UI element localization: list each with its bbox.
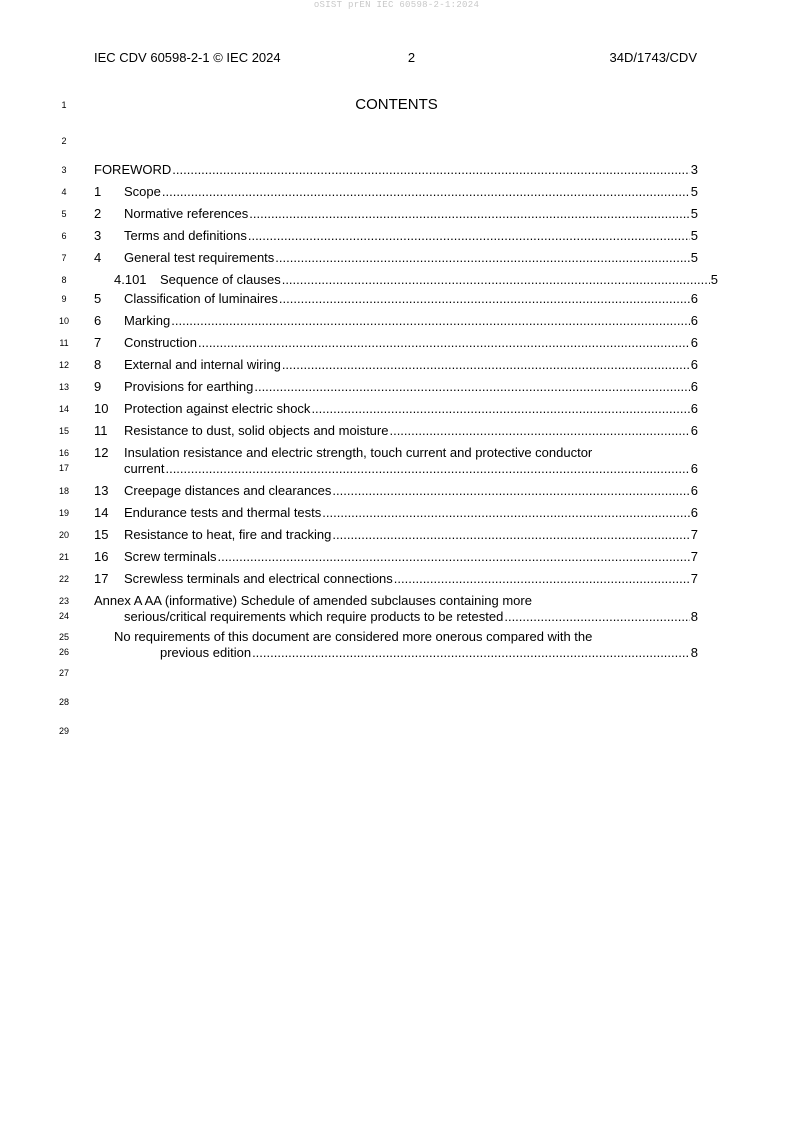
toc-clause-number: 8 [94, 357, 102, 372]
toc-entry-text: Screwless terminals and electrical connections [124, 571, 393, 586]
line-number: 28 [58, 697, 69, 707]
toc-entry-text: Terms and definitions [124, 228, 247, 243]
toc-entry[interactable] [94, 250, 698, 266]
watermark: oSIST prEN IEC 60598-2-1:2024 [313, 0, 480, 10]
toc-entry-multiline[interactable] [94, 445, 698, 477]
dot-leader [332, 527, 689, 543]
line-number: 11 [59, 338, 69, 348]
line-number: 20 [58, 530, 69, 540]
toc-page-number: 6 [690, 313, 698, 328]
toc-page-number: 7 [690, 549, 698, 564]
dot-leader [389, 423, 689, 439]
dot-leader [275, 250, 689, 266]
toc-page-number: 6 [690, 483, 698, 498]
line-number: 7 [61, 253, 67, 263]
toc-entry-note[interactable] [94, 629, 698, 661]
toc-note-continuation [94, 645, 698, 661]
page-title: CONTENTS [355, 96, 438, 113]
dot-leader [198, 335, 690, 351]
toc-clause-number: 13 [94, 483, 109, 498]
toc-clause-number: 5 [94, 291, 102, 306]
toc-entry-text: Insulation resistance and electric strength, touch current and protective conductor [124, 445, 593, 460]
toc-entry-text: Provisions for earthing [124, 379, 254, 394]
toc-entry-text: Normative references [124, 206, 249, 221]
dot-leader [282, 272, 710, 288]
toc-entry[interactable] [94, 357, 698, 373]
toc-entry-foreword[interactable] [94, 162, 698, 178]
line-number: 2 [61, 136, 67, 146]
toc-entry-text: Protection against electric shock [124, 401, 311, 416]
toc-page-number: 5 [690, 228, 698, 243]
dot-leader [252, 645, 690, 661]
line-number: 14 [58, 404, 69, 414]
dot-leader [165, 461, 689, 477]
toc-entry[interactable] [94, 505, 698, 521]
toc-entry[interactable] [94, 184, 698, 200]
toc-page-number: 6 [690, 335, 698, 350]
toc-page-number: 5 [690, 184, 698, 199]
toc-clause-number: 1 [94, 184, 102, 199]
toc-entry[interactable] [94, 483, 698, 499]
dot-leader [322, 505, 689, 521]
toc-entry-text: Classification of luminaires [124, 291, 278, 306]
dot-leader [171, 313, 690, 329]
toc-page-number: 5 [690, 250, 698, 265]
line-number: 6 [61, 231, 67, 241]
toc-page-number: 6 [690, 461, 698, 476]
line-number: 3 [61, 165, 67, 175]
toc-clause-number: 15 [94, 527, 109, 542]
toc-entry[interactable] [94, 291, 698, 307]
toc-entry-text: current [124, 461, 165, 476]
dot-leader [332, 483, 689, 499]
toc-entry[interactable] [94, 228, 698, 244]
toc-subentry[interactable] [94, 272, 718, 288]
toc-page-number: 5 [690, 206, 698, 221]
line-number: 10 [58, 316, 69, 326]
header-page-number: 2 [407, 50, 416, 65]
toc-entry[interactable] [94, 401, 698, 417]
toc-entry-text: General test requirements [124, 250, 275, 265]
toc-clause-number: 4 [94, 250, 102, 265]
dot-leader [282, 357, 690, 373]
header-document-id: IEC CDV 60598-2-1 © IEC 2024 [94, 50, 281, 65]
dot-leader [279, 291, 690, 307]
line-number: 29 [58, 726, 69, 736]
toc-entry-text: Construction [124, 335, 197, 350]
toc-annex-continuation [94, 609, 698, 625]
toc-page-number: 6 [690, 401, 698, 416]
dot-leader [162, 184, 690, 200]
toc-clause-number: 2 [94, 206, 102, 221]
toc-entry-text: Resistance to heat, fire and tracking [124, 527, 332, 542]
toc-entry-text: Screw terminals [124, 549, 217, 564]
line-number: 1 [61, 100, 67, 110]
toc-entry-text: Creepage distances and clearances [124, 483, 332, 498]
toc-page-number: 5 [710, 272, 718, 287]
toc-page-number: 3 [690, 162, 698, 177]
line-number: 22 [58, 574, 69, 584]
toc-page-number: 8 [690, 645, 698, 660]
line-number: 8 [61, 275, 67, 285]
dot-leader [217, 549, 689, 565]
line-number: 12 [58, 360, 69, 370]
toc-page-number: 6 [690, 379, 698, 394]
dot-leader [172, 162, 689, 178]
toc-page-number: 7 [690, 527, 698, 542]
toc-entry[interactable] [94, 423, 698, 439]
toc-clause-number: 12 [94, 445, 109, 460]
toc-entry[interactable] [94, 379, 698, 395]
dot-leader [248, 228, 690, 244]
line-number: 16 [58, 448, 69, 458]
toc-entry-text: FOREWORD [94, 162, 172, 177]
toc-entry-text: External and internal wiring [124, 357, 281, 372]
line-number: 15 [58, 426, 69, 436]
line-number: 4 [61, 187, 67, 197]
line-number: 13 [58, 382, 69, 392]
toc-entry-text: Endurance tests and thermal tests [124, 505, 322, 520]
toc-clause-number: 14 [94, 505, 109, 520]
toc-clause-number: 16 [94, 549, 109, 564]
toc-clause-number: 10 [94, 401, 109, 416]
line-number: 26 [58, 647, 69, 657]
line-number: 24 [58, 611, 69, 621]
toc-clause-number: 9 [94, 379, 102, 394]
header-reference: 34D/1743/CDV [609, 50, 697, 65]
toc-page-number: 7 [690, 571, 698, 586]
dot-leader [394, 571, 690, 587]
toc-page-number: 8 [690, 609, 698, 624]
toc-entry[interactable] [94, 549, 698, 565]
toc-entry[interactable] [94, 206, 698, 222]
line-number: 18 [58, 486, 69, 496]
dot-leader [249, 206, 689, 222]
toc-entry-annex[interactable] [94, 593, 698, 625]
line-number: 9 [61, 294, 67, 304]
line-number: 19 [58, 508, 69, 518]
dot-leader [311, 401, 689, 417]
dot-leader [504, 609, 689, 625]
toc-page-number: 6 [690, 357, 698, 372]
toc-entry-text: previous edition [160, 645, 252, 660]
toc-entry-text: Scope [124, 184, 161, 199]
toc-clause-number: 6 [94, 313, 102, 328]
toc-entry-continuation [94, 461, 698, 477]
line-number: 17 [58, 463, 69, 473]
toc-entry[interactable] [94, 527, 698, 543]
toc-entry-text: serious/critical requirements which require products to be retested [124, 609, 504, 624]
toc-note-first-line: No requirements of this document are considered more onerous compared with the [114, 629, 593, 644]
toc-entry-first-line [94, 445, 698, 461]
toc-entry[interactable] [94, 335, 698, 351]
toc-clause-number: 4.101 [114, 272, 147, 287]
toc-annex-first-line: Annex A AA (informative) Schedule of amended subclauses containing more [94, 593, 532, 608]
toc-page-number: 6 [690, 505, 698, 520]
toc-clause-number: 17 [94, 571, 109, 586]
dot-leader [254, 379, 689, 395]
line-number: 5 [61, 209, 67, 219]
line-number: 27 [58, 668, 69, 678]
toc-entry-text: Sequence of clauses [160, 272, 281, 287]
toc-page-number: 6 [690, 291, 698, 306]
toc-entry[interactable] [94, 571, 698, 587]
toc-clause-number: 7 [94, 335, 102, 350]
toc-clause-number: 11 [94, 423, 108, 438]
line-number: 23 [58, 596, 69, 606]
line-number: 21 [58, 552, 69, 562]
toc-page-number: 6 [690, 423, 698, 438]
toc-clause-number: 3 [94, 228, 102, 243]
toc-entry-text: Resistance to dust, solid objects and moisture [124, 423, 389, 438]
line-number: 25 [58, 632, 69, 642]
toc-entry-text: Marking [124, 313, 171, 328]
toc-entry[interactable] [94, 313, 698, 329]
